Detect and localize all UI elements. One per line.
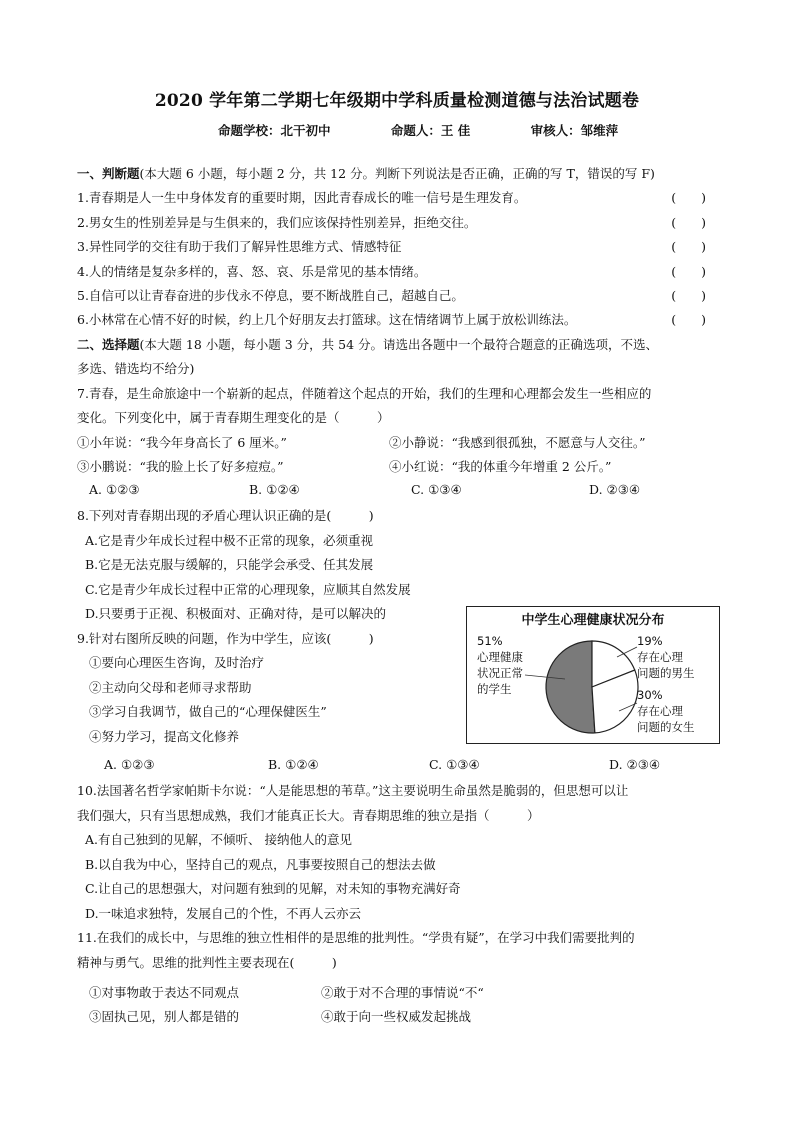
q7-option-b: B. ①②④	[249, 482, 300, 497]
tf-question-3: 3.异性同学的交往有助于我们了解异性思维方式、情感特征	[77, 239, 402, 254]
q7-statement-1: ①小年说：“我今年身高长了 6 厘米。”	[77, 435, 287, 450]
q7-stem: 7.青春，是生命旅途中一个崭新的起点，伴随着这个起点的开始，我们的生理和心理都会发生一些相应的	[77, 386, 652, 401]
chart-label-normal	[477, 633, 523, 697]
q8-option-a: A.它是青少年成长过程中极不正常的现象，必须重视	[85, 533, 374, 548]
chart-label-line: 问题的男生	[637, 666, 695, 680]
school-label: 命题学校：北干初中	[218, 123, 331, 138]
tf-question-4: 4.人的情绪是复杂多样的，喜、怒、哀、乐是常见的基本情绪。	[77, 264, 427, 279]
tf-question-5: 5.自信可以让青春奋进的步伐永不停息，要不断战胜自己，超越自己。	[77, 288, 464, 303]
section1-header	[77, 164, 655, 182]
section2-instructions: (本大题 18 小题，每小题 3 分，共 54 分。请选出各题中一个最符合题意的正确选项，不选、	[139, 337, 658, 352]
q7-statement-2: ②小静说：“我感到很孤独，不愿意与人交往。”	[389, 435, 646, 450]
answer-blank: ( )	[671, 239, 706, 254]
chart-label-line: 51%	[477, 634, 503, 648]
author-label: 命题人：王 佳	[390, 123, 471, 138]
section1-heading: 一、判断题	[77, 166, 140, 181]
chart-label-line: 存在心理	[637, 704, 683, 718]
section2-header	[77, 335, 658, 353]
answer-blank: ( )	[671, 215, 706, 230]
q11-stem-cont: 精神与勇气。思维的批判性主要表现在( )	[77, 955, 337, 970]
q10-stem: 10.法国著名哲学家帕斯卡尔说：“人是能思想的苇草。”这主要说明生命虽然是脆弱的，但思想可以让	[77, 783, 629, 798]
q11-stem: 11.在我们的成长中，与思维的独立性相伴的是思维的批判性。“学贵有疑”，在学习中我们需要批判的	[77, 930, 635, 945]
q9-option-c: C. ①③④	[429, 757, 480, 772]
chart-label-line: 存在心理	[637, 650, 683, 664]
q10-option-d: D.一味追求独特，发展自己的个性，不再人云亦云	[85, 906, 362, 921]
q8-option-c: C.它是青少年成长过程中正常的心理现象，应顺其自然发展	[85, 582, 411, 597]
chart-label-boys	[637, 633, 695, 681]
q10-option-b: B.以自我为中心，坚持自己的观点，凡事要按照自己的想法去做	[85, 857, 436, 872]
pie-slice-normal	[546, 641, 595, 733]
q9-item-3: ③学习自我调节，做自己的“心理保健医生”	[89, 704, 327, 719]
q7-statement-4: ④小红说：“我的体重今年增重 2 公斤。”	[389, 459, 612, 474]
chart-label-line: 问题的女生	[637, 720, 695, 734]
chart-title: 中学生心理健康状况分布	[521, 613, 665, 628]
q7-option-d: D. ②③④	[589, 482, 641, 497]
section2-instructions-cont: 多选、错选均不给分)	[77, 361, 195, 376]
q11-statement-2: ②敢于对不合理的事情说“不“	[321, 985, 484, 1000]
answer-blank: ( )	[671, 288, 706, 303]
q8-option-b: B.它是无法克服与缓解的，只能学会承受、任其发展	[85, 557, 374, 572]
chart-label-line: 的学生	[477, 682, 512, 696]
tf-question-2: 2.男女生的性别差异是与生俱来的，我们应该保持性别差异，拒绝交往。	[77, 215, 477, 230]
chart-label-line: 心理健康	[477, 650, 523, 664]
q9-option-a: A. ①②③	[104, 757, 155, 772]
q7-statement-3: ③小鹏说：“我的脸上长了好多痘痘。”	[77, 459, 284, 474]
q9-item-4: ④努力学习，提高文化修养	[89, 729, 240, 744]
q9-stem: 9.针对右图所反映的问题，作为中学生，应该( )	[77, 631, 374, 646]
pie-chart-figure	[466, 606, 720, 744]
author-line	[218, 121, 778, 139]
q9-option-d: D. ②③④	[609, 757, 661, 772]
page-title: 2020 学年第二学期七年级期中学科质量检测道德与法治试题卷	[154, 91, 640, 111]
chart-label-line: 19%	[637, 634, 663, 648]
answer-blank: ( )	[671, 190, 706, 205]
q10-option-a: A.有自己独到的见解，不倾听、 接纳他人的意见	[85, 832, 352, 847]
q10-option-c: C.让自己的思想强大，对问题有独到的见解，对未知的事物充满好奇	[85, 881, 461, 896]
reviewer-label: 审核人：邹维萍	[530, 123, 619, 138]
q7-option-c: C. ①③④	[411, 482, 462, 497]
q11-statement-4: ④敢于向一些权威发起挑战	[321, 1009, 472, 1024]
q11-statement-3: ③固执己见，别人都是错的	[89, 1009, 240, 1024]
q9-item-2: ②主动向父母和老师寻求帮助	[89, 680, 252, 695]
answer-blank: ( )	[671, 312, 706, 327]
chart-label-line: 30%	[637, 688, 663, 702]
q10-stem-cont: 我们强大，只有当思想成熟，我们才能真正长大。青春期思维的独立是指（ ）	[77, 808, 540, 823]
q9-item-1: ①要向心理医生咨询，及时治疗	[89, 655, 265, 670]
q8-stem: 8.下列对青春期出现的矛盾心理认识正确的是( )	[77, 508, 374, 523]
chart-label-girls	[637, 687, 695, 735]
section2-heading: 二、选择题	[77, 337, 140, 352]
answer-blank: ( )	[671, 264, 706, 279]
q9-option-b: B. ①②④	[268, 757, 319, 772]
q8-option-d: D.只要勇于正视、积极面对、正确对待，是可以解决的	[85, 606, 387, 621]
q11-statement-1: ①对事物敢于表达不同观点	[89, 985, 240, 1000]
q7-stem-cont: 变化。下列变化中，属于青春期生理变化的是（ ）	[77, 410, 390, 425]
tf-question-6: 6.小林常在心情不好的时候，约上几个好朋友去打篮球。这在情绪调节上属于放松训练法。	[77, 312, 577, 327]
chart-label-line: 状况正常	[477, 666, 523, 680]
section1-instructions: (本大题 6 小题，每小题 2 分，共 12 分。判断下列说法是否正确，正确的写 T，错误的写 F)	[139, 166, 655, 181]
q7-option-a: A. ①②③	[89, 482, 140, 497]
tf-question-1: 1.青春期是人一生中身体发育的重要时期，因此青春成长的唯一信号是生理发育。	[77, 190, 527, 205]
